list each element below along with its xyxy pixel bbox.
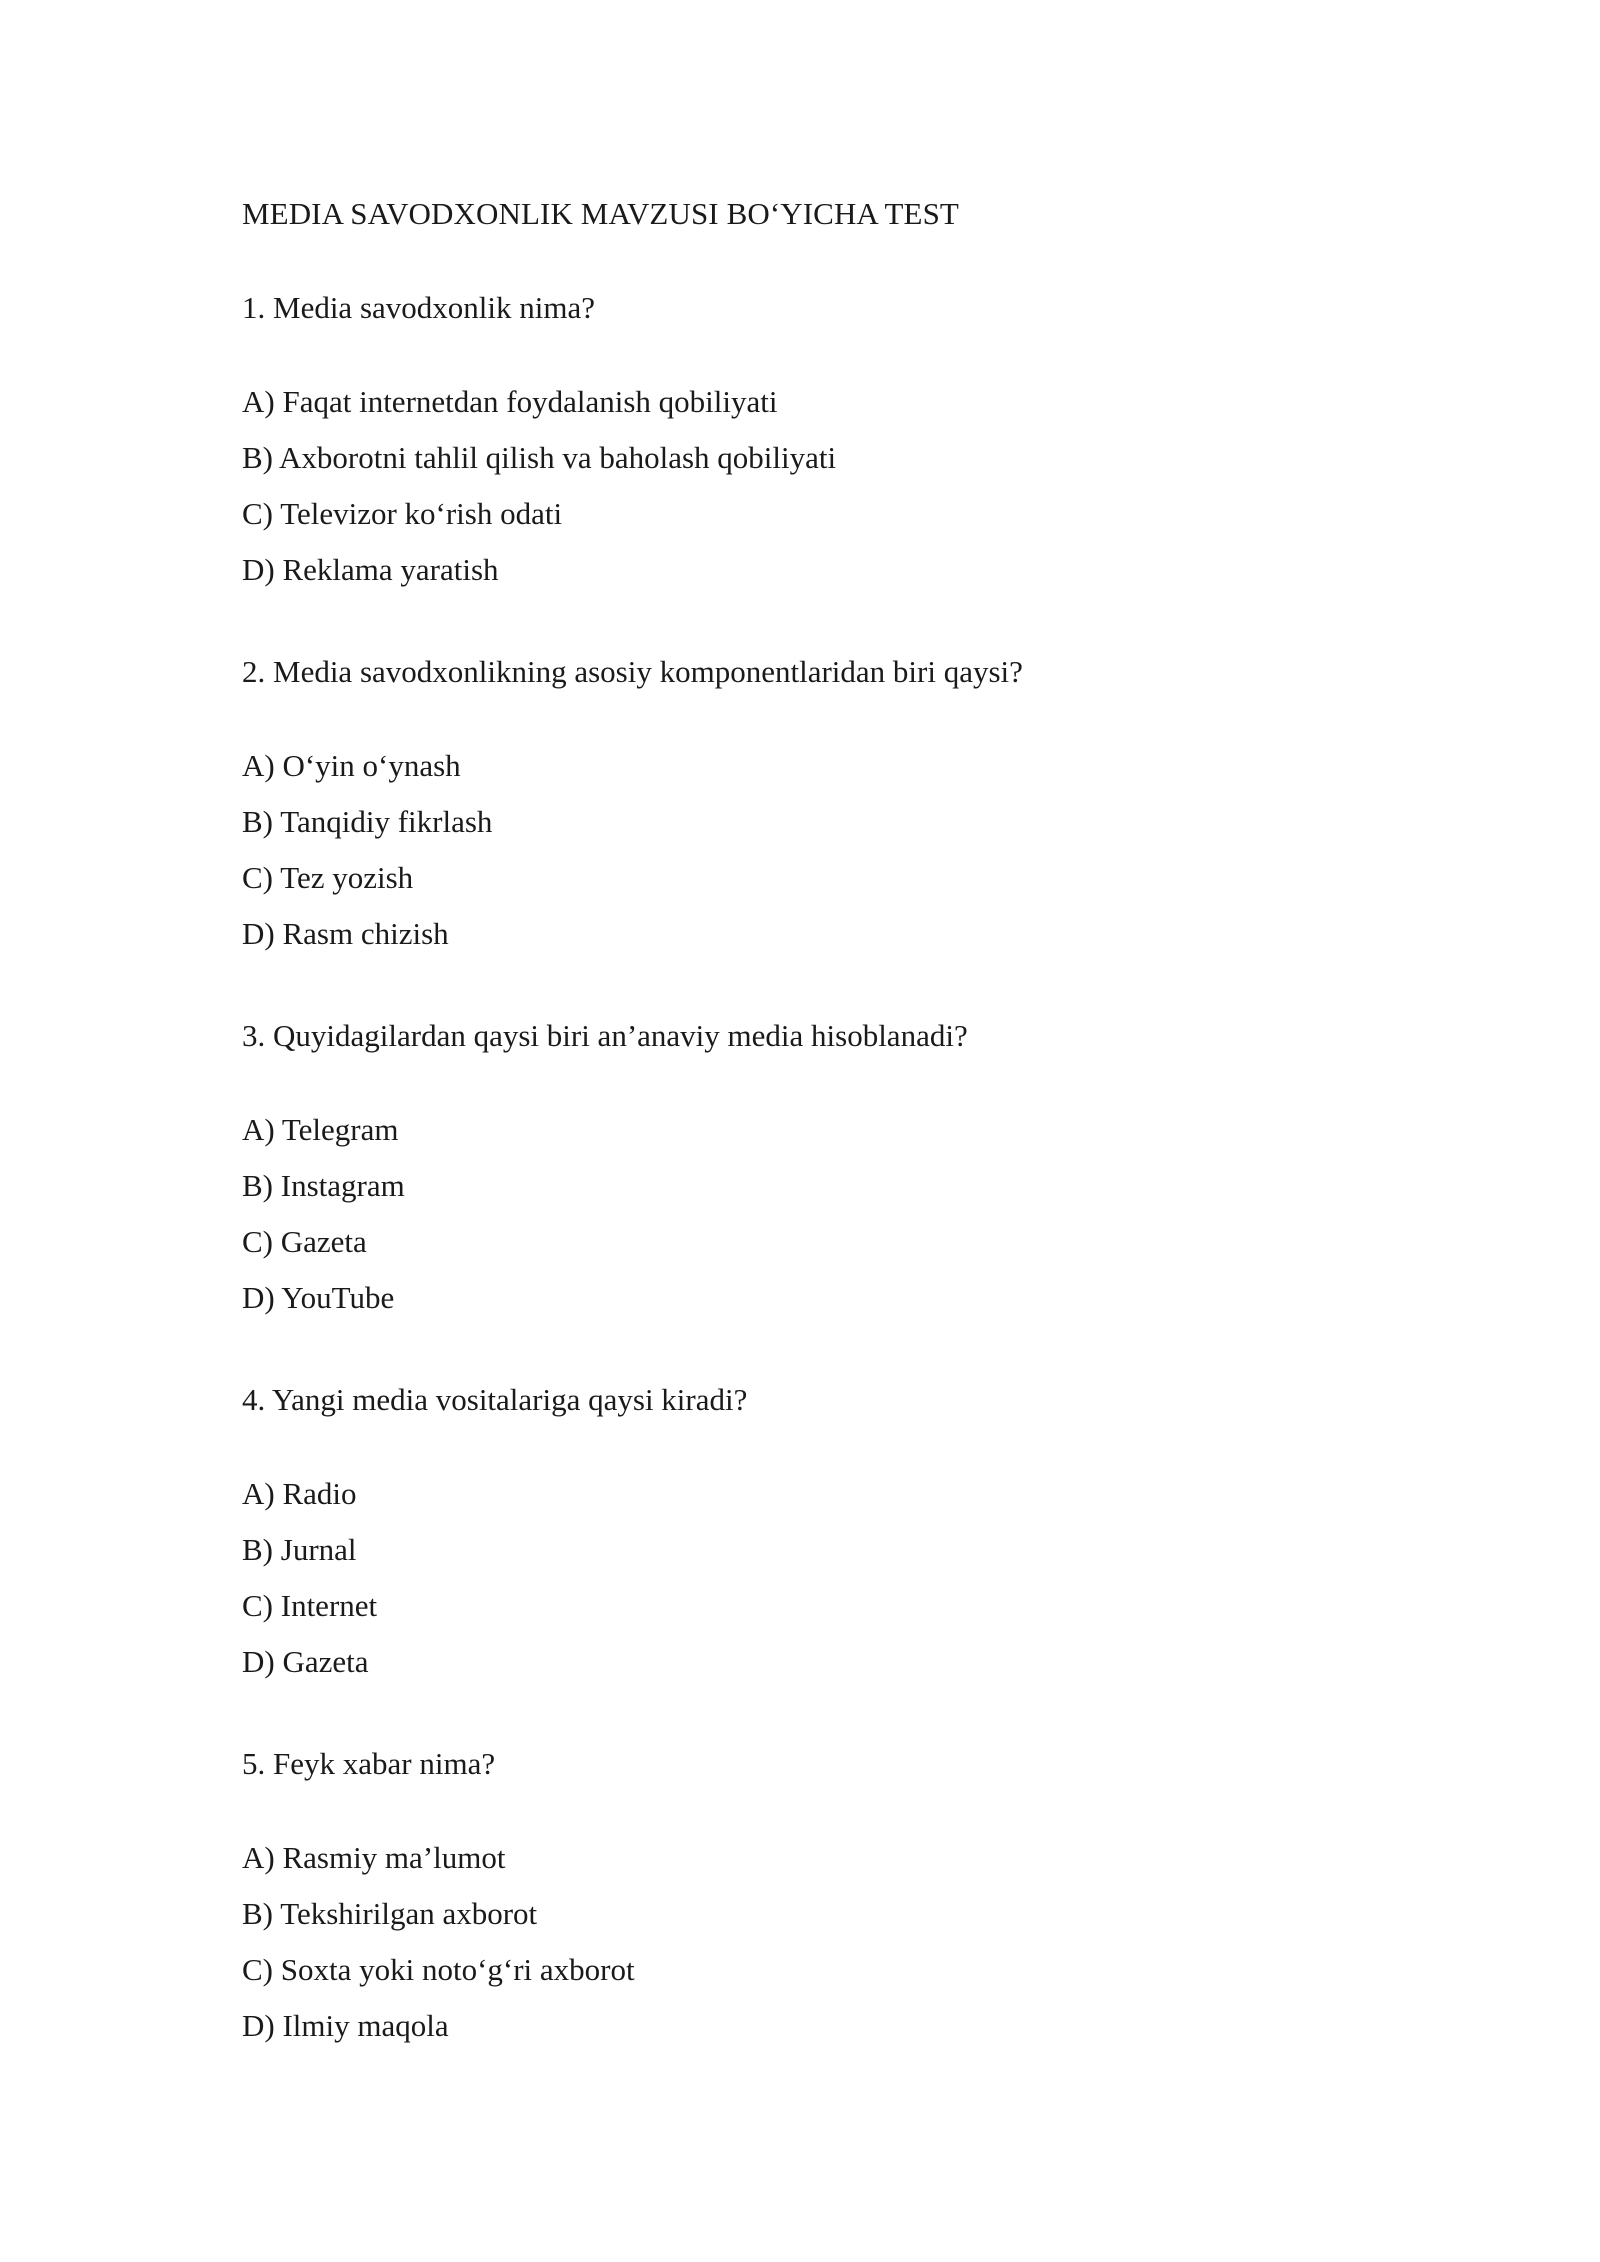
option-d: D) YouTube xyxy=(242,1280,395,1315)
option-b: B) Instagram xyxy=(242,1168,405,1203)
options-list xyxy=(242,378,1600,602)
option-d: D) Rasm chizish xyxy=(242,916,449,951)
option-c: C) Internet xyxy=(242,1588,378,1623)
options-list xyxy=(242,1834,1600,2058)
option-a: A) Faqat internetdan foydalanish qobiliyati xyxy=(242,384,778,419)
question-text: 3. Quyidagilardan qaysi biri an’anaviy media hisoblanadi? xyxy=(242,1018,968,1053)
option-c: C) Televizor ko‘rish odati xyxy=(242,496,563,531)
option-b: B) Jurnal xyxy=(242,1532,357,1567)
option-a: A) Radio xyxy=(242,1476,357,1511)
question-text: 5. Feyk xabar nima? xyxy=(242,1746,496,1781)
option-b: B) Tekshirilgan axborot xyxy=(242,1896,538,1931)
option-a: A) Rasmiy ma’lumot xyxy=(242,1840,506,1875)
document-title: MEDIA SAVODXONLIK MAVZUSI BO‘YICHA TEST xyxy=(242,196,959,231)
question-1 xyxy=(242,284,1600,602)
question-text: 2. Media savodxonlikning asosiy komponentlaridan biri qaysi? xyxy=(242,654,1023,689)
question-2 xyxy=(242,648,1600,966)
options-list xyxy=(242,1106,1600,1330)
option-b: B) Tanqidiy fikrlash xyxy=(242,804,493,839)
question-5 xyxy=(242,1740,1600,2058)
option-d: D) Ilmiy maqola xyxy=(242,2008,449,2043)
options-list xyxy=(242,742,1600,966)
question-4 xyxy=(242,1376,1600,1694)
option-c: C) Tez yozish xyxy=(242,860,414,895)
option-a: A) O‘yin o‘ynash xyxy=(242,748,461,783)
question-text: 1. Media savodxonlik nima? xyxy=(242,290,595,325)
option-d: D) Gazeta xyxy=(242,1644,369,1679)
question-3 xyxy=(242,1012,1600,1330)
option-c: C) Soxta yoki noto‘g‘ri axborot xyxy=(242,1952,635,1987)
option-c: C) Gazeta xyxy=(242,1224,367,1259)
options-list xyxy=(242,1470,1600,1694)
option-b: B) Axborotni tahlil qilish va baholash qobiliyati xyxy=(242,440,837,475)
option-a: A) Telegram xyxy=(242,1112,399,1147)
option-d: D) Reklama yaratish xyxy=(242,552,499,587)
question-text: 4. Yangi media vositalariga qaysi kiradi? xyxy=(242,1382,748,1417)
